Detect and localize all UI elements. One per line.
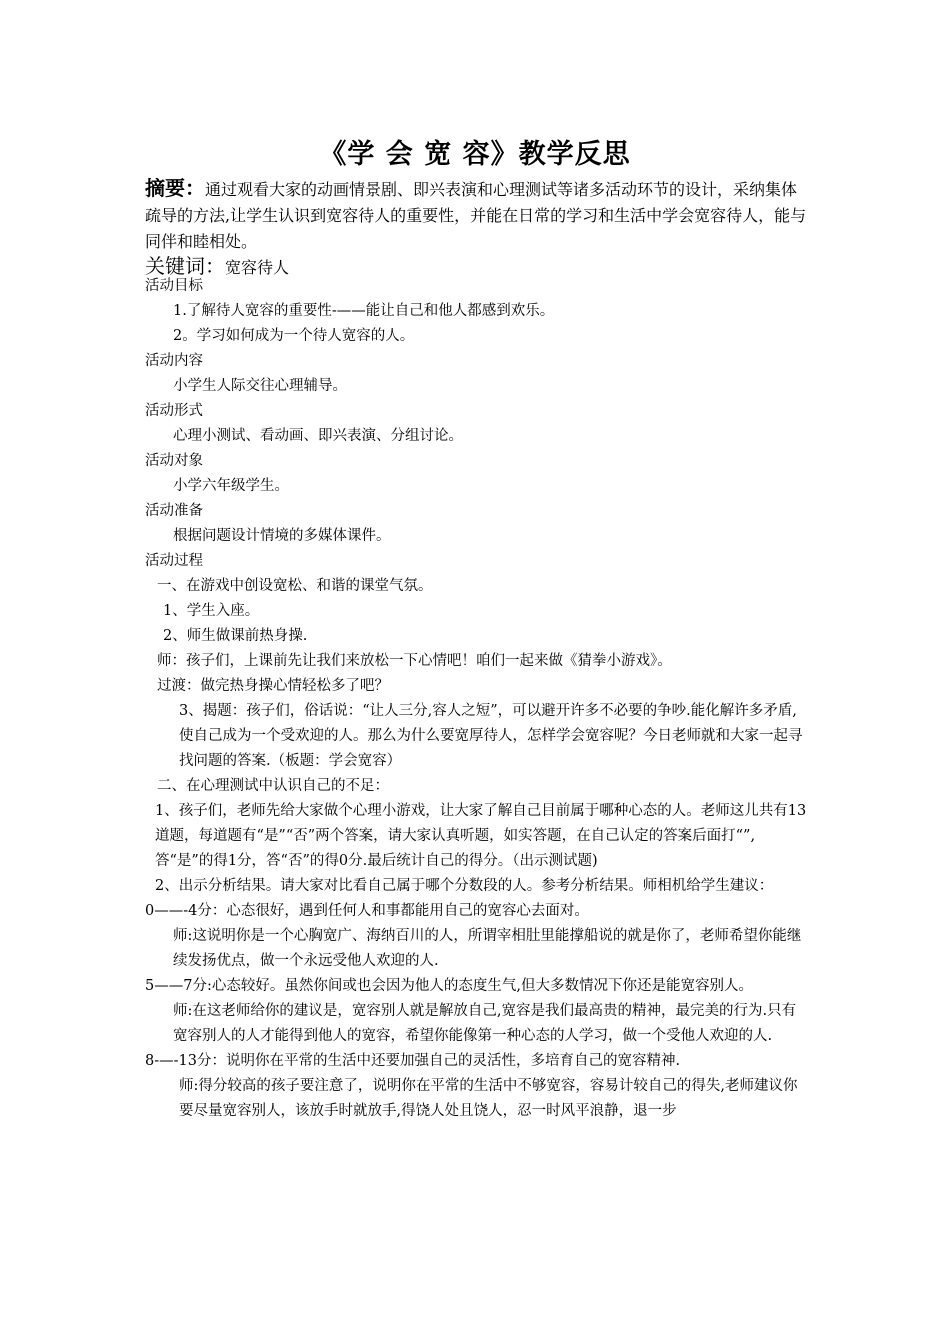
abstract-text: 通过观看大家的动画情景剧、即兴表演和心理测试等诸多活动环节的设计，采纳集体疏导的方法,让学生认识到宽容待人的重要性，并能在日常的学习和生活中学会宽容待人，能与同伴和睦相处。 xyxy=(145,180,807,251)
paragraph: 2。学习如何成为一个待人宽容的人。 xyxy=(173,328,415,344)
paragraph: 二、在心理测试中认识自己的不足： xyxy=(157,778,389,794)
document-body xyxy=(145,274,810,1124)
heading-preparation: 活动准备 xyxy=(145,503,203,519)
paragraph: 0——-4分：心态很好，遇到任何人和事都能用自己的宽容心去面对。 xyxy=(145,903,589,919)
heading-target: 活动对象 xyxy=(145,453,203,469)
paragraph: 1.了解待人宽容的重要性-——能让自己和他人都感到欢乐。 xyxy=(173,303,555,319)
heading-goal: 活动目标 xyxy=(145,278,203,294)
paragraph: 过渡：做完热身操心情轻松多了吧？ xyxy=(157,678,389,694)
paragraph: 根据问题设计情境的多媒体课件。 xyxy=(173,528,391,544)
paragraph: 小学六年级学生。 xyxy=(173,478,289,494)
paragraph: 8-—-13分：说明你在平常的生活中还要加强自己的灵活性，多培育自己的宽容精神. xyxy=(145,1053,681,1069)
paragraph: 3、揭题：孩子们，俗话说：“让人三分,容人之短”，可以避开许多不必要的争吵.能化解许多矛盾,使自己成为一个受欢迎的人。那么为什么要宽厚待人，怎样学会宽容呢？今日老师就和大家一起寻找问题的答案.（板题：学会宽容） xyxy=(179,703,803,769)
heading-content: 活动内容 xyxy=(145,353,203,369)
abstract xyxy=(145,175,810,255)
keywords-text: 宽容待人 xyxy=(225,258,290,277)
keywords-label: 关键词： xyxy=(145,254,225,278)
paragraph: 5——7分:心态较好。虽然你间或也会因为他人的态度生气,但大多数情况下你还是能宽容别人。 xyxy=(145,978,753,994)
paragraph: 一、在游戏中创设宽松、和谐的课堂气氛。 xyxy=(157,578,433,594)
paragraph: 2、师生做课前热身操. xyxy=(163,628,308,644)
paragraph: 2、出示分析结果。请大家对比看自己属于哪个分数段的人。参考分析结果。师相机给学生建议： xyxy=(155,878,774,894)
paragraph: 师:这说明你是一个心胸宽广、海纳百川的人，所谓宰相肚里能撑船说的就是你了，老师希望你能继续发扬优点，做一个永远受他人欢迎的人. xyxy=(173,928,802,969)
paragraph: 师：孩子们，上课前先让我们来放松一下心情吧！咱们一起来做《猜拳小游戏》。 xyxy=(157,653,672,669)
paragraph: 1、学生入座。 xyxy=(163,603,260,619)
abstract-label: 摘要： xyxy=(145,176,205,200)
paragraph: 心理小测试、看动画、即兴表演、分组讨论。 xyxy=(173,428,463,444)
heading-process: 活动过程 xyxy=(145,553,203,569)
paragraph: 师:在这老师给你的建议是，宽容别人就是解放自己,宽容是我们最高贵的精神，最完美的行为.只有宽容别人的人才能得到他人的宽容，希望你能像第一种心态的人学习，做一个受他人欢迎的人. xyxy=(173,1003,797,1044)
paragraph: 1、孩子们，老师先给大家做个心理小游戏，让大家了解自己目前属于哪种心态的人。老师这儿共有13道题，每道题有“是”“否”两个答案，请大家认真听题，如实答题，在自己认定的答案后面打“”,答“是”的得1分，答“否”的得0分.最后统计自己的得分。（出示测试题) xyxy=(155,803,807,869)
paragraph: 师:得分较高的孩子要注意了，说明你在平常的生活中不够宽容，容易计较自己的得失,老师建议你要尽量宽容别人，该放手时就放手,得饶人处且饶人，忍一时风平浪静，退一步 xyxy=(179,1078,798,1119)
heading-form: 活动形式 xyxy=(145,403,203,419)
paragraph: 小学生人际交往心理辅导。 xyxy=(173,378,347,394)
document-title: 《学 会 宽 容》教学反思 xyxy=(319,139,631,170)
